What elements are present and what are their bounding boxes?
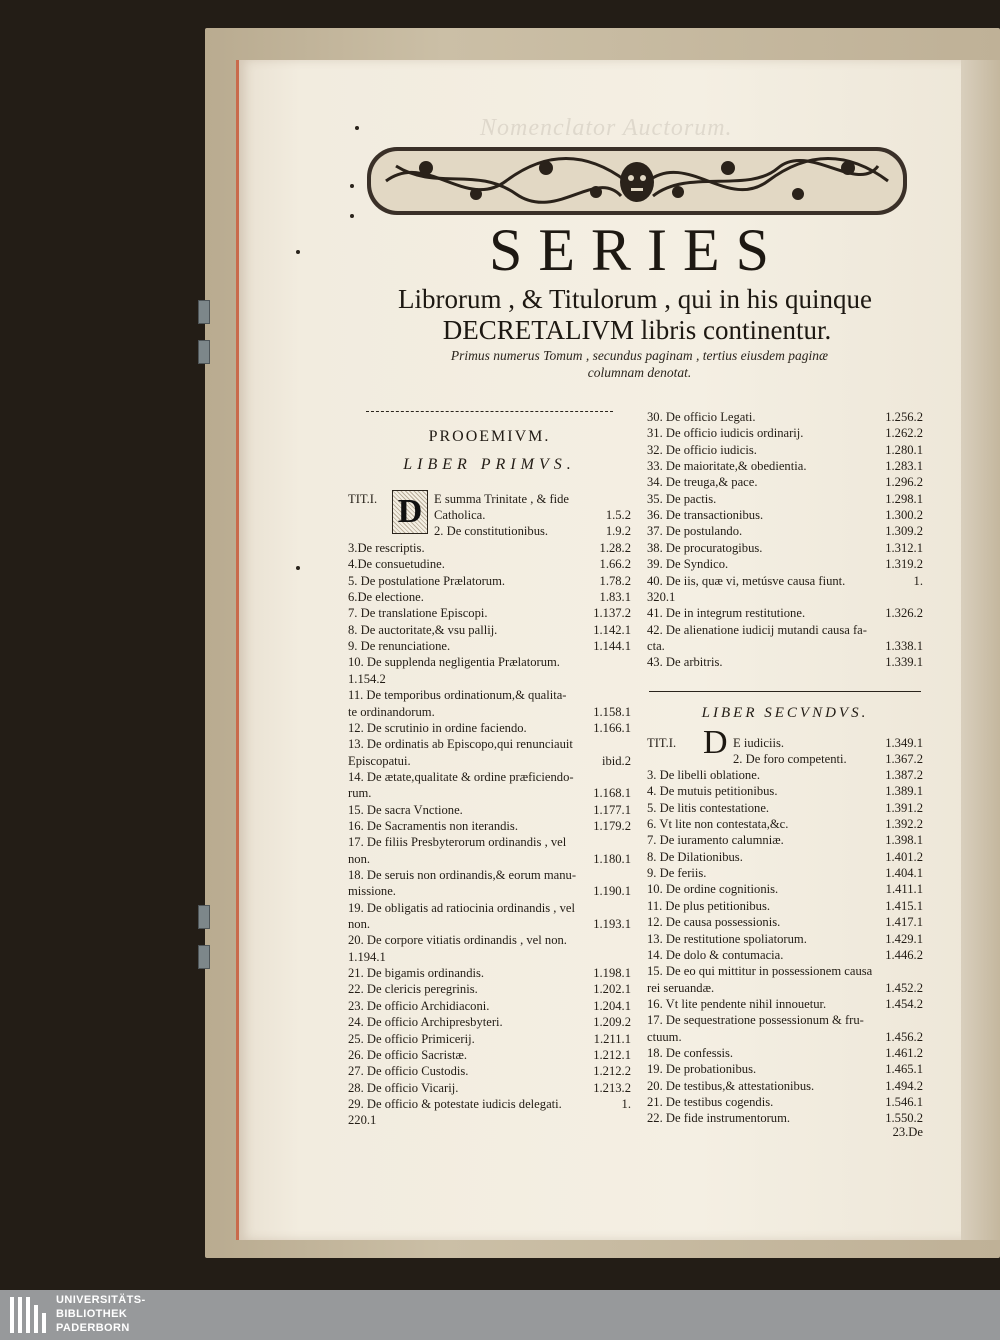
liber-primus-heading: LIBER PRIMVS. — [403, 456, 576, 473]
title-entry — [348, 1064, 631, 1079]
entry-reference: 1.283.1 — [885, 459, 923, 474]
entry-text: 18. De confessis. — [647, 1045, 734, 1060]
title-entry — [647, 899, 923, 914]
title-entry — [348, 754, 631, 769]
library-footer-bar — [0, 1290, 1000, 1340]
title-entry — [647, 541, 923, 556]
entry-reference: 1.66.2 — [599, 557, 631, 572]
title-entry — [348, 688, 631, 703]
title-entry — [348, 672, 631, 687]
title-entry — [647, 801, 923, 816]
entry-reference: 1.296.2 — [885, 475, 923, 490]
title-entry — [647, 866, 923, 881]
entry-text: 40. De iis, quæ vi, metúsve causa fiunt. — [647, 573, 846, 588]
entry-text: 7. De translatione Episcopi. — [348, 606, 488, 621]
entry-text: Catholica. — [434, 508, 486, 522]
entry-text: 21. De bigamis ordinandis. — [348, 966, 485, 981]
entry-reference: 1.456.2 — [885, 1029, 923, 1044]
entry-text: 26. De officio Sacristæ. — [348, 1047, 468, 1062]
title-entry — [348, 541, 631, 556]
title-entry — [647, 1046, 923, 1061]
entry-reference: 1.213.2 — [593, 1080, 631, 1095]
liber-secundus-heading: LIBER SECVNDVS. — [701, 705, 869, 721]
entry-text: 19. De obligatis ad ratiocinia ordinandis , vel — [348, 900, 575, 915]
binding-hole — [296, 566, 300, 570]
title-entry — [434, 508, 631, 523]
entry-reference: 1.398.1 — [885, 833, 923, 848]
entry-text: 19. De probationibus. — [647, 1062, 757, 1077]
entry-text: 3.De rescriptis. — [348, 541, 425, 555]
entry-reference: 1.417.1 — [885, 915, 923, 930]
entry-reference: 1.78.2 — [599, 573, 631, 588]
entry-text: 10. De ordine cognitionis. — [647, 882, 779, 897]
library-name-line: PADERBORN — [56, 1322, 130, 1334]
entry-reference: 1.389.1 — [885, 784, 923, 799]
title-entry — [348, 950, 631, 965]
title-entry — [348, 933, 631, 948]
entry-reference: 1.202.1 — [593, 982, 631, 997]
entry-reference: 1.166.1 — [593, 720, 631, 735]
binding-hole — [350, 184, 354, 188]
left-column — [348, 400, 631, 1140]
title-entry — [733, 752, 923, 767]
entry-text: non. — [348, 917, 371, 932]
numbering-note-line: Primus numerus Tomum , secundus paginam , tertius eiusdem paginæ — [450, 348, 829, 363]
title-entry — [647, 915, 923, 930]
entry-reference: 1.158.1 — [593, 704, 631, 719]
clasp-hinge — [198, 340, 210, 364]
entry-reference: 1.179.2 — [593, 818, 631, 833]
entry-text: 3. De libelli oblatione. — [647, 768, 760, 782]
entry-reference: 1.312.1 — [885, 540, 923, 555]
entry-text: 9. De renunciatione. — [348, 639, 451, 654]
clasp-hinge — [198, 945, 210, 969]
title-entry — [647, 524, 923, 539]
catchword: 23.De — [892, 1125, 923, 1139]
title-entry — [348, 803, 631, 818]
title-entry — [348, 770, 631, 785]
entry-reference: 1.262.2 — [885, 426, 923, 441]
entry-text: 35. De pactis. — [647, 491, 717, 506]
entry-reference: ibid.2 — [601, 753, 631, 768]
title-entry — [348, 786, 631, 801]
university-library-logo — [8, 1293, 50, 1337]
tit-label: TIT.I. — [348, 492, 378, 506]
entry-text: 2. De foro competenti. — [733, 752, 847, 766]
title-entry — [348, 623, 631, 638]
entry-text: cta. — [647, 638, 665, 653]
entry-reference: 1.212.2 — [593, 1064, 631, 1079]
title-entry — [647, 590, 923, 605]
entry-reference: 1.168.1 — [593, 786, 631, 801]
entry-reference: 1.9.2 — [605, 524, 631, 538]
title-entry — [647, 1013, 923, 1028]
column-rule — [366, 411, 613, 412]
entry-text: 17. De filiis Presbyterorum ordinandis , vel — [348, 835, 567, 850]
entry-reference: 1.180.1 — [593, 851, 631, 866]
entry-text: Episcopatui. — [348, 753, 411, 768]
subtitle-line-1: Librorum , & Titulorum , qui in his quinque — [397, 284, 873, 314]
library-name — [56, 1293, 146, 1335]
entry-reference: 1.142.1 — [593, 622, 631, 637]
title-entry — [647, 426, 923, 441]
entry-reference: 1.411.1 — [885, 882, 923, 897]
entry-reference: 1.309.2 — [885, 524, 923, 539]
title-entry — [348, 606, 631, 621]
entry-text: 23. De officio Archidiaconi. — [348, 998, 490, 1013]
binding-hole — [355, 126, 359, 130]
entry-text: 13. De ordinatis ab Episcopo,qui renunciauit — [348, 737, 573, 752]
entry-reference: 1.256.2 — [885, 410, 923, 424]
entry-text: 10. De supplenda negligentia Prælatorum. — [348, 655, 560, 670]
entry-text: 34. De treuga,& pace. — [647, 475, 758, 490]
title-entry — [348, 737, 631, 752]
entry-text: 8. De auctoritate,& vsu pallij. — [348, 622, 498, 637]
entry-reference: 1.28.2 — [599, 541, 631, 555]
entry-text: 11. De temporibus ordinationum,& qualita- — [348, 688, 567, 703]
title-entry — [647, 882, 923, 897]
entry-text: E summa Trinitate , & fide — [434, 492, 570, 506]
title-entry — [348, 557, 631, 572]
title-entry — [647, 410, 923, 425]
entry-text: 41. De in integrum restitutione. — [647, 606, 806, 621]
library-name-line: BIBLIOTHEK — [56, 1308, 128, 1320]
entry-text: 20. De corpore vitiatis ordinandis , vel non. — [348, 933, 567, 948]
clasp-hinge — [198, 300, 210, 324]
entry-reference: 1.298.1 — [885, 491, 923, 506]
title-entry — [647, 1062, 923, 1077]
title-entry — [647, 833, 923, 848]
entry-text: 13. De restitutione spoliatorum. — [647, 931, 807, 946]
entry-reference: 1.190.1 — [593, 884, 631, 899]
entry-reference: 1.280.1 — [885, 442, 923, 457]
entry-text: 16. Vt lite pendente nihil innouetur. — [647, 996, 827, 1011]
decorated-initial: D — [392, 490, 428, 534]
entry-text: 11. De plus petitionibus. — [647, 898, 771, 913]
title-entry — [348, 1015, 631, 1030]
entry-reference: 1.326.2 — [885, 606, 923, 621]
title-entry — [647, 459, 923, 474]
entry-reference: 1.177.1 — [593, 802, 631, 817]
title-entry — [647, 850, 923, 865]
entry-reference: 1.198.1 — [593, 966, 631, 981]
title-entry — [647, 443, 923, 458]
entry-text: 27. De officio Custodis. — [348, 1064, 469, 1079]
title-entry — [348, 917, 631, 932]
entry-reference: 1.415.1 — [885, 898, 923, 913]
entry-reference: 1.546.1 — [885, 1095, 923, 1109]
entry-text: missione. — [348, 884, 396, 899]
title-entry — [647, 981, 923, 996]
entry-reference: 1.392.2 — [885, 817, 923, 832]
page-stack-edge — [961, 60, 1000, 1240]
entry-text: 22. De fide instrumentorum. — [647, 1111, 791, 1126]
title-entry — [647, 1095, 923, 1110]
title-entry — [434, 524, 631, 539]
title-entry — [647, 655, 923, 670]
entry-text: 36. De transactionibus. — [647, 508, 764, 523]
entry-reference: 1.338.1 — [885, 638, 923, 653]
entry-text: 9. De feriis. — [647, 866, 707, 881]
clasp-hinge — [198, 905, 210, 929]
entry-reference: 1.212.1 — [593, 1047, 631, 1062]
entry-text: 22. De clericis peregrinis. — [348, 982, 478, 997]
entry-text: 18. De seruis non ordinandis,& eorum manu- — [348, 868, 577, 882]
title-entry — [647, 606, 923, 621]
column-rule — [649, 691, 921, 692]
entry-reference: 1.5.2 — [605, 508, 631, 522]
large-initial: D — [703, 724, 728, 761]
title-entry — [733, 736, 923, 751]
entry-text: 37. De postulando. — [647, 524, 743, 539]
title-entry — [647, 932, 923, 947]
subtitle-line-2: DECRETALIVM libris continentur. — [442, 315, 832, 345]
entry-text: 7. De iuramento calumniæ. — [647, 833, 784, 848]
entry-reference: 1.204.1 — [593, 998, 631, 1013]
bleed-through-text: Nomenclator Auctorum. — [480, 115, 733, 141]
catchword-row — [647, 1125, 923, 1140]
title-entry — [647, 639, 923, 654]
entry-reference: 1.211.1 — [593, 1031, 631, 1046]
entry-text: 4. De mutuis petitionibus. — [647, 784, 778, 799]
title-entry — [647, 997, 923, 1012]
entry-reference: 1.454.2 — [885, 996, 923, 1011]
entry-text: 20. De testibus,& attestationibus. — [647, 1078, 815, 1093]
entry-reference: 1. — [621, 1096, 631, 1111]
entry-text: 39. De Syndico. — [647, 557, 729, 572]
entry-text: 21. De testibus cogendis. — [647, 1095, 774, 1109]
entry-reference: 1.319.2 — [885, 557, 923, 572]
entry-text: 12. De scrutinio in ordine faciendo. — [348, 720, 527, 735]
title-entry — [348, 819, 631, 834]
entry-reference: 1.401.2 — [885, 849, 923, 864]
entry-reference: 1.300.2 — [885, 508, 923, 523]
title-entry — [434, 492, 631, 507]
entry-text: non. — [348, 851, 371, 866]
title-entry — [348, 639, 631, 654]
entry-text: 2. De constitutionibus. — [434, 524, 549, 538]
entry-reference: 1.446.2 — [885, 947, 923, 962]
entry-text: 320.1 — [647, 589, 676, 604]
entry-text: 8. De Dilationibus. — [647, 849, 743, 864]
title-entry — [348, 721, 631, 736]
title-entry — [348, 1081, 631, 1096]
entry-text: 33. De maioritate,& obedientia. — [647, 459, 807, 474]
entry-text: 6. Vt lite non contestata,&c. — [647, 817, 789, 832]
entry-reference: 1.391.2 — [885, 800, 923, 815]
entry-text: 43. De arbitris. — [647, 655, 723, 670]
entry-text: 15. De sacra Vnctione. — [348, 802, 463, 817]
ornamental-headpiece — [366, 146, 908, 216]
entry-text: te ordinandorum. — [348, 704, 435, 719]
title-entry — [647, 784, 923, 799]
title-entry — [647, 623, 923, 638]
entry-text: 12. De causa possessionis. — [647, 915, 781, 930]
title-entry — [348, 655, 631, 670]
title-entry — [647, 475, 923, 490]
title-entry — [348, 901, 631, 916]
title-entry — [647, 948, 923, 963]
entry-reference: 1.494.2 — [885, 1078, 923, 1093]
entry-reference: 1.429.1 — [885, 931, 923, 946]
entry-text: 29. De officio & potestate iudicis delegati. — [348, 1096, 562, 1111]
title-entry — [348, 1097, 631, 1112]
entry-reference: 1.137.2 — [593, 606, 631, 621]
binding-hole — [350, 214, 354, 218]
entry-reference: 1.465.1 — [885, 1062, 923, 1077]
entry-text: 16. De Sacramentis non iterandis. — [348, 818, 518, 833]
entry-text: rei seruandæ. — [647, 980, 715, 995]
entry-text: ctuum. — [647, 1029, 682, 1044]
entry-text: 32. De officio iudicis. — [647, 442, 757, 457]
entry-text: 6.De electione. — [348, 590, 424, 605]
title-entry — [348, 705, 631, 720]
entry-text: 30. De officio Legati. — [647, 410, 756, 424]
title-entry — [647, 574, 923, 589]
title-entry — [348, 852, 631, 867]
title-entry — [647, 964, 923, 979]
entry-reference: 1.404.1 — [885, 866, 923, 881]
title-entry — [348, 1048, 631, 1063]
entry-text: 15. De eo qui mittitur in possessionem causa — [647, 964, 873, 979]
entry-text: 14. De ætate,qualitate & ordine præficiendo- — [348, 769, 574, 784]
entry-text: E iudiciis. — [733, 736, 785, 750]
title-entry — [348, 868, 631, 883]
title-entry — [348, 966, 631, 981]
title-entry — [647, 508, 923, 523]
title-entry — [348, 835, 631, 850]
entry-reference: 1. — [913, 573, 923, 588]
entry-reference: 1.367.2 — [885, 752, 923, 766]
entry-reference: 1.144.1 — [593, 639, 631, 654]
entry-text: 4.De consuetudine. — [348, 557, 445, 572]
numbering-note-line: columnam denotat. — [587, 365, 692, 380]
entry-text: 38. De procuratogibus. — [647, 540, 763, 555]
title-entry — [647, 1030, 923, 1045]
library-name-line: UNIVERSITÄTS- — [56, 1294, 146, 1306]
entry-reference: 1.209.2 — [593, 1015, 631, 1030]
entry-text: 25. De officio Primicerij. — [348, 1031, 475, 1046]
entry-text: 42. De alienatione iudicij mutandi causa fa- — [647, 622, 867, 637]
tit-label: TIT.I. — [647, 736, 677, 750]
title-entry — [348, 574, 631, 589]
entry-text: 17. De sequestratione possessionum & fru- — [647, 1013, 864, 1028]
entry-text: rum. — [348, 786, 372, 801]
title-entry — [348, 590, 631, 605]
entry-text: 28. De officio Vicarij. — [348, 1080, 459, 1095]
entry-reference: 1.550.2 — [885, 1111, 923, 1126]
title-entry — [647, 817, 923, 832]
prooemium-heading: PROOEMIVM. — [428, 428, 551, 445]
title-entry — [348, 999, 631, 1014]
entry-text: 14. De dolo & contumacia. — [647, 947, 784, 962]
entry-reference: 1.461.2 — [885, 1045, 923, 1060]
title-entry — [647, 768, 923, 783]
entry-reference: 1.452.2 — [885, 980, 923, 995]
entry-reference: 1.339.1 — [885, 655, 923, 670]
entry-text: 5. De postulatione Prælatorum. — [348, 573, 506, 588]
title-entry — [647, 492, 923, 507]
title-entry — [647, 1079, 923, 1094]
entry-reference: 1.387.2 — [885, 768, 923, 782]
title-entry — [647, 557, 923, 572]
entry-text: 1.194.1 — [348, 949, 386, 964]
title-entry — [348, 884, 631, 899]
entry-reference: 1.349.1 — [885, 736, 923, 750]
entry-text: 1.154.2 — [348, 671, 386, 686]
title-entry — [348, 982, 631, 997]
entry-text: 220.1 — [348, 1113, 377, 1128]
numbering-note — [372, 347, 907, 381]
right-column — [647, 407, 923, 1147]
entry-text: 31. De officio iudicis ordinarij. — [647, 426, 804, 441]
page-title: SERIES — [488, 217, 786, 283]
binding-hole — [296, 250, 300, 254]
entry-reference: 1.83.1 — [599, 590, 631, 605]
title-entry — [348, 1113, 631, 1128]
title-entry — [348, 1032, 631, 1047]
entry-reference: 1.193.1 — [593, 917, 631, 932]
entry-text: 5. De litis contestatione. — [647, 800, 770, 815]
entry-text: 24. De officio Archipresbyteri. — [348, 1015, 503, 1030]
